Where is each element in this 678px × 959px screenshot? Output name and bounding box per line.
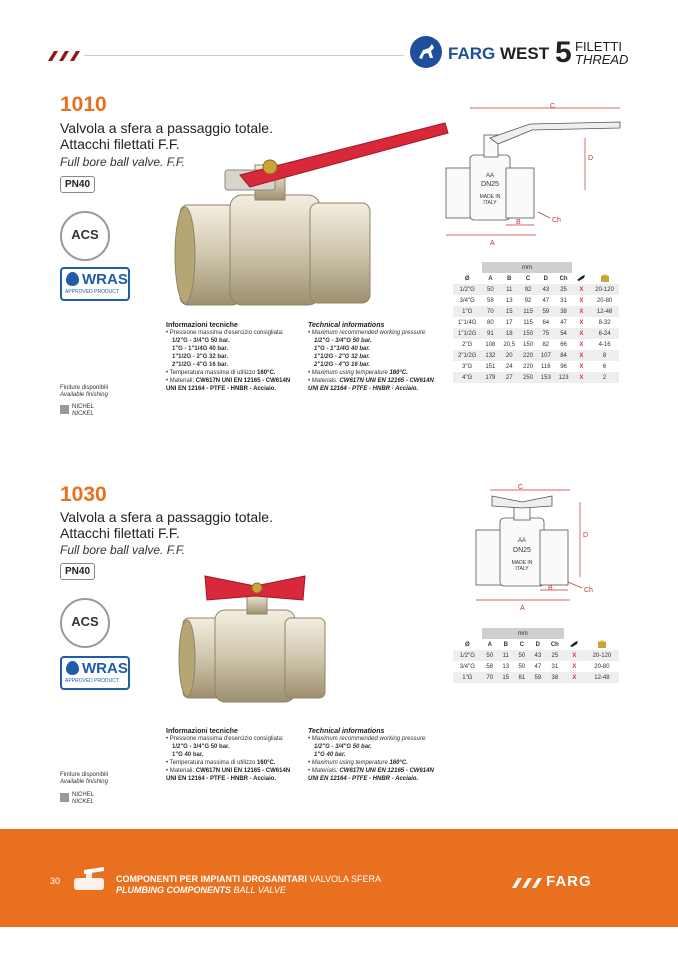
table-cell: 108 (485, 341, 496, 348)
table-cell: 38 (555, 306, 573, 317)
unit-header: mm (482, 262, 573, 273)
wras-certification-icon (60, 656, 130, 690)
footer-line2-bold: PLUMBING COMPONENTS (116, 885, 232, 895)
table-cell: 153 (537, 372, 555, 383)
drawing-made2: ITALY (483, 200, 497, 206)
table-cell: 91 (482, 328, 500, 339)
brand-farg: FARG (448, 44, 496, 63)
temp-value: 160°C. (257, 370, 276, 376)
table-cell: 58 (486, 663, 494, 670)
pressure-line: 1"G - 1"1/4G 40 bar. (314, 346, 371, 352)
materials-value: CW617N UNI EN 12165 - CW614N UNI EN 12164 - PTFE - HNBR - Acciaio. (166, 768, 291, 782)
table-cell: 66 (560, 341, 567, 348)
table-cell: 75 (537, 328, 555, 339)
product-title-line1: Valvola a sfera a passaggio totale. (60, 120, 273, 136)
col-header: Ch (555, 273, 573, 284)
valve-footer-icon (72, 866, 108, 894)
table-cell: 20-80 (596, 297, 613, 304)
col-header: B (498, 639, 514, 650)
table-cell: 123 (555, 372, 573, 383)
pressure-line: 2"1/2G - 4"G 16 bar. (314, 362, 371, 368)
table-cell: 11 (498, 650, 514, 661)
table-cell: 115 (519, 306, 537, 317)
temp-label-en: • Maximum using temperature (308, 370, 388, 376)
nickel-en: NICKEL (72, 799, 94, 805)
table-cell: 13 (502, 663, 510, 670)
table-cell: 92 (524, 297, 532, 304)
pressure-line: 1/2"G - 3/4"G 50 bar. (314, 744, 372, 750)
table-cell: 24 (505, 363, 513, 370)
table-cell: X (572, 306, 590, 317)
table-cell: 15 (498, 672, 514, 683)
col-header: A (482, 273, 500, 284)
table-cell: 47 (534, 663, 542, 670)
farg-footer-logo: FARG (546, 873, 592, 890)
page-number: 30 (50, 876, 61, 886)
table-row (453, 328, 619, 339)
table-cell: 25 (555, 284, 573, 295)
table-cell: 1"1/2G (453, 328, 482, 339)
table-cell: 20 (499, 350, 519, 361)
table-cell: 12-48 (585, 672, 619, 683)
table-cell: 43 (530, 650, 546, 661)
product-subtitle: Full bore ball valve. F.F. (60, 155, 185, 169)
materials-value: CW617N UNI EN 12165 - CW614N UNI EN 12164 - PTFE - HNBR - Acciaio. (166, 378, 291, 392)
footer-line1-bold: COMPONENTI PER IMPIANTI IDROSANITARI (116, 874, 307, 884)
table-cell: 70 (482, 672, 498, 683)
table-cell: 64 (542, 319, 550, 326)
product-code: 1030 (60, 483, 107, 506)
table-cell: 4-16 (598, 341, 611, 348)
col-header: Ch (546, 639, 564, 650)
table-cell: X (572, 663, 577, 670)
box-icon (585, 639, 619, 650)
pressure-line: 1"G 40 bar. (314, 752, 346, 758)
table-cell: X (579, 341, 584, 348)
horse-rider-logo-icon (410, 36, 442, 68)
footer-stripes-icon (512, 876, 542, 888)
thread-label-en: THREAD (575, 52, 629, 67)
table-row (453, 650, 619, 661)
table-cell: 116 (541, 363, 551, 370)
table-cell: X (579, 319, 584, 326)
table-cell: X (564, 672, 585, 683)
drawing-made2: ITALY (515, 566, 529, 572)
drawing-dn: DN25 (513, 547, 531, 554)
dim-a-label: A (520, 605, 525, 612)
dimensions-table-1010 (453, 262, 619, 383)
table-cell: 18 (499, 328, 519, 339)
nickel-label (72, 404, 94, 418)
dim-c-label: C (550, 103, 556, 110)
table-row (453, 372, 619, 383)
table-row (453, 672, 619, 683)
table-cell: 11 (499, 284, 519, 295)
thread-label-it: FILETTI (575, 39, 622, 54)
table-cell: 8 (590, 350, 619, 361)
materials-label-it: • Materiali: (166, 768, 195, 774)
table-cell: 80 (487, 319, 494, 326)
acs-label: ACS (71, 614, 99, 629)
pressure-label-en: • Maximum recommended working pressure: (308, 736, 427, 742)
pressure-label-it: • Pressione massima d'esercizio consigliata: (166, 330, 284, 336)
table-cell: 15 (499, 306, 519, 317)
materials-label-en: • Materials: (308, 768, 338, 774)
table-cell: X (572, 284, 590, 295)
pressure-line: 1/2"G - 3/4"G 50 bar. (172, 744, 230, 750)
table-cell: 92 (519, 284, 537, 295)
dim-c-label: C (518, 484, 524, 491)
table-cell: 20-120 (590, 284, 619, 295)
table-cell: 59 (530, 672, 546, 683)
table-cell: 20-120 (585, 650, 619, 661)
drawing-made1: MADE IN (511, 560, 533, 566)
table-cell: 25 (546, 650, 564, 661)
pressure-line: 1/2"G - 3/4"G 50 bar. (172, 338, 230, 344)
wras-sublabel: APPROVED PRODUCT (65, 678, 119, 684)
technical-drawing-1010 (440, 100, 640, 250)
dimensions-table-1030 (453, 628, 619, 683)
table-cell: X (572, 328, 590, 339)
ball-valve-1030-image (175, 570, 355, 710)
table-cell: 1/2"G (453, 284, 482, 295)
table-cell: 70 (482, 306, 500, 317)
table-cell: 3/4"G (459, 297, 475, 304)
col-header: Ø (453, 273, 482, 284)
table-cell: 17 (505, 319, 513, 326)
table-cell: X (572, 350, 590, 361)
temp-value: 160°C. (389, 370, 408, 376)
farg-west-brand (410, 36, 550, 70)
thread-label (575, 40, 628, 66)
table-cell: 150 (519, 328, 537, 339)
dim-b-label: B (516, 219, 521, 226)
product-title-line2: Attacchi filettati F.F. (60, 525, 180, 541)
table-cell: 59 (537, 306, 555, 317)
table-cell: X (579, 363, 584, 370)
brand-west: WEST (499, 44, 550, 63)
temp-value: 160°C. (257, 760, 276, 766)
finishing-label (60, 385, 108, 399)
pressure-line: 2"1/2G - 4"G 16 bar. (172, 362, 229, 368)
dim-ch-label: Ch (584, 587, 593, 594)
table-row (453, 361, 619, 372)
table-cell: 12-48 (590, 306, 619, 317)
box-icon (590, 273, 619, 284)
table-cell: 1"1/4G (458, 319, 477, 326)
table-cell: 250 (519, 372, 537, 383)
table-cell: X (572, 372, 590, 383)
tech-info-en-title: Technical informations (308, 322, 385, 329)
table-row (453, 339, 619, 350)
wrench-icon (564, 639, 585, 650)
table-cell: 2"1/2G (453, 350, 482, 361)
table-cell: 38 (546, 672, 564, 683)
tech-info-it (166, 728, 301, 783)
water-drop-icon (66, 661, 79, 675)
pressure-line: 1"1/2G - 2"G 32 bar. (172, 354, 229, 360)
table-cell: X (579, 297, 584, 304)
nickel-it: NICHEL (72, 404, 95, 410)
table-cell: 3"G (462, 363, 473, 370)
drawing-aa: AA (517, 538, 527, 544)
wras-label: WRAS (82, 271, 128, 288)
dim-a-label: A (490, 240, 495, 247)
footer-line1-rest: VALVOLA SFERA (309, 874, 382, 884)
dim-ch-label: Ch (552, 217, 561, 224)
product-title-line1: Valvola a sfera a passaggio totale. (60, 509, 273, 525)
table-row (453, 306, 619, 317)
table-cell: 220 (519, 350, 537, 361)
pn-badge: PN40 (60, 176, 95, 193)
table-cell: 31 (551, 663, 559, 670)
table-cell: 13 (505, 297, 513, 304)
table-cell: 6 (602, 363, 607, 370)
finishing-label (60, 772, 108, 786)
table-cell: 6-24 (590, 328, 619, 339)
table-cell: 43 (537, 284, 555, 295)
table-row (453, 284, 619, 295)
unit-header: mm (482, 628, 564, 639)
acs-label: ACS (71, 227, 99, 242)
table-cell: 50 (514, 650, 530, 661)
pressure-line: 1"1/2G - 2"G 32 bar. (314, 354, 371, 360)
brand-stripes-icon (48, 49, 82, 61)
table-cell: 107 (537, 350, 555, 361)
acs-certification-icon (60, 211, 110, 261)
table-cell: 96 (560, 363, 567, 370)
table-row (453, 295, 619, 306)
table-cell: 220 (523, 363, 534, 370)
drawing-dn: DN25 (481, 181, 499, 188)
table-cell: X (564, 650, 585, 661)
pressure-label-it: • Pressione massima d'esercizio consigliata: (166, 736, 284, 742)
col-header: Ø (453, 639, 482, 650)
table-cell: 3/4"G (459, 663, 475, 670)
materials-value: CW617N UNI EN 12165 - CW614N UNI EN 12164 - PTFE - HNBR - Acciaio. (308, 378, 434, 392)
table-row (453, 317, 619, 328)
product-code: 1010 (60, 93, 107, 116)
acs-certification-icon (60, 598, 110, 648)
technical-drawing-1030 (470, 482, 630, 612)
table-cell: 47 (560, 319, 567, 326)
table-cell: 132 (482, 350, 500, 361)
table-cell: 1/2"G (453, 650, 482, 661)
table-cell: 84 (555, 350, 573, 361)
temp-label-it: • Temperatura massima di utilizzo (166, 370, 256, 376)
dim-d-label: D (583, 532, 589, 539)
pressure-label-en: • Maximum recommended working pressure: (308, 330, 427, 336)
table-cell: 115 (523, 319, 533, 326)
finishing-en: Available finishing (60, 392, 108, 398)
tech-info-it-title: Informazioni tecniche (166, 322, 238, 329)
table-cell: 20,5 (503, 341, 516, 348)
table-cell: 151 (485, 363, 496, 370)
ball-valve-1010-image (170, 115, 450, 315)
table-cell: 20-80 (594, 663, 610, 670)
table-row (453, 350, 619, 361)
col-header: B (499, 273, 519, 284)
col-header: A (482, 639, 498, 650)
table-cell: 150 (523, 341, 534, 348)
temp-label-it: • Temperatura massima di utilizzo (166, 760, 256, 766)
product-subtitle: Full bore ball valve. F.F. (60, 543, 185, 557)
footer-line2-rest: BALL VALVE (233, 885, 286, 895)
table-cell: 8-32 (598, 319, 611, 326)
table-cell: 50 (482, 650, 498, 661)
drawing-made1: MADE IN (479, 194, 501, 200)
wras-sublabel: APPROVED PRODUCT (65, 289, 119, 295)
table-cell: 1"G (453, 672, 482, 683)
table-cell: 82 (542, 341, 550, 348)
table-row (453, 661, 619, 672)
table-cell: 27 (499, 372, 519, 383)
water-drop-icon (66, 272, 79, 286)
pn-badge: PN40 (60, 563, 95, 580)
tech-info-en (308, 728, 443, 783)
product-title-line2: Attacchi filettati F.F. (60, 136, 180, 152)
materials-label-it: • Materiali: (166, 378, 195, 384)
materials-value: CW617N UNI EN 12165 - CW614N UNI EN 12164 - PTFE - HNBR - Acciaio. (308, 768, 434, 782)
nickel-swatch (60, 405, 69, 414)
nickel-label (72, 792, 94, 806)
col-header: D (537, 273, 555, 284)
nickel-it: NICHEL (72, 792, 95, 798)
nickel-en: NICKEL (72, 411, 94, 417)
wras-certification-icon (60, 267, 130, 301)
tech-info-it-title: Informazioni tecniche (166, 728, 238, 735)
drawing-aa: AA (485, 173, 495, 179)
pressure-line: 1"G - 1"1/4G 40 bar. (172, 346, 229, 352)
finishing-it: Finiture disponibili (60, 385, 109, 391)
col-header: D (530, 639, 546, 650)
lever-handle (240, 123, 448, 187)
col-header: C (519, 273, 537, 284)
col-header: C (514, 639, 530, 650)
thread-number: 5 (555, 36, 572, 69)
table-cell: 4"G (453, 372, 482, 383)
table-cell: 58 (487, 297, 494, 304)
table-cell: 61 (514, 672, 530, 683)
product-title (60, 509, 273, 541)
tech-info-en (308, 322, 443, 393)
finishing-it: Finiture disponibili (60, 772, 109, 778)
table-cell: 2 (590, 372, 619, 383)
table-cell: 47 (542, 297, 550, 304)
table-cell: 179 (482, 372, 500, 383)
footer-text (116, 874, 381, 896)
table-cell: 54 (555, 328, 573, 339)
tech-info-en-title: Technical informations (308, 728, 385, 735)
dim-b-label: B (548, 585, 553, 592)
nickel-swatch (60, 793, 69, 802)
header-divider (84, 55, 404, 56)
table-cell: 50 (518, 663, 526, 670)
table-cell: 50 (482, 284, 500, 295)
table-cell: 2"G (462, 341, 473, 348)
dim-d-label: D (588, 155, 594, 162)
wrench-icon (572, 273, 590, 284)
tech-info-it (166, 322, 301, 393)
wras-label: WRAS (82, 660, 128, 677)
finishing-en: Available finishing (60, 779, 108, 785)
table-cell: 1"G (453, 306, 482, 317)
materials-label-en: • Materials: (308, 378, 338, 384)
table-cell: 31 (560, 297, 567, 304)
temp-value: 160°C. (389, 760, 408, 766)
pressure-line: 1"G 40 bar. (172, 752, 204, 758)
temp-label-en: • Maximum using temperature (308, 760, 388, 766)
pressure-line: 1/2"G - 3/4"G 50 bar. (314, 338, 372, 344)
